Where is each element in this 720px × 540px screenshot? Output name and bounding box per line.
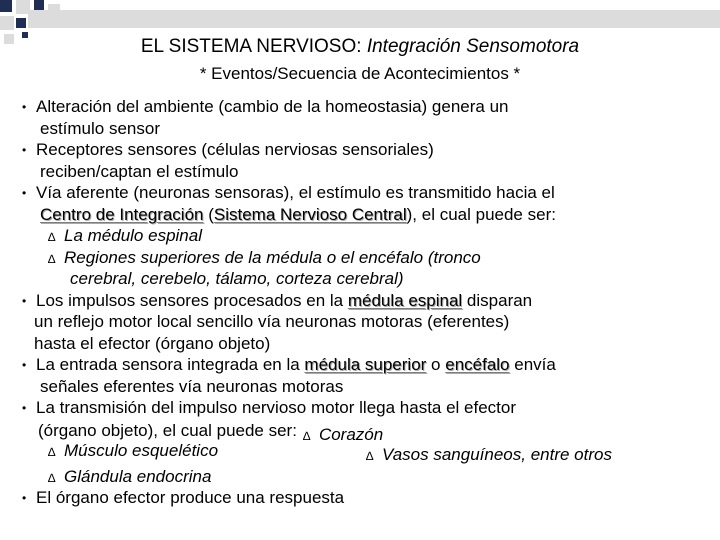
efector-option: ∆ Vasos sanguíneos, entre otros (366, 444, 612, 468)
highlight-snc: Sistema Nervioso Central (213, 204, 407, 224)
list-item: • La entrada sensora integrada en la médula superior o encéfalo envía (22, 354, 714, 376)
triangle-icon: ∆ (48, 470, 56, 485)
header-bar (28, 10, 720, 28)
efector-option: ∆ Corazón (297, 425, 383, 444)
list-item: • Vía aferente (neuronas sensoras), el estímulo es transmitido hacia el (22, 182, 714, 204)
highlight-centro: Centro de Integración (40, 204, 204, 224)
list-item: • La transmisión del impulso nervioso motor llega hasta el efector (22, 397, 714, 419)
title-plain: EL SISTEMA NERVIOSO: (140, 36, 367, 57)
sub-item: ∆ Músculo esquelético ∆ Vasos sanguíneos, entre otros (22, 440, 714, 462)
bullet-icon: • (22, 143, 27, 157)
bullet-icon: • (22, 401, 27, 415)
page-title (0, 36, 720, 58)
highlight-encefalo: encéfalo (445, 355, 510, 374)
triangle-icon: ∆ (302, 428, 311, 443)
list-item: • El órgano efector produce una respuesta (22, 487, 714, 509)
deco-square (16, 18, 26, 28)
deco-square (0, 16, 14, 30)
list-item: • Receptores sensores (células nerviosas sensoriales) (22, 139, 714, 161)
sub-item: ∆ La médulo espinal (22, 225, 714, 247)
bullet-icon: • (22, 491, 27, 505)
title-italic: Integración Sensomotora (366, 36, 580, 57)
triangle-icon: ∆ (48, 251, 56, 266)
bullet-list: • Alteración del ambiente (cambio de la homeostasia) genera un estímulo sensor • Receptores sensores (células nerviosas sensoriales) reciben/captan el estímulo • Vía aferente (neuronas sensoras), el estímulo es transmitido hacia el Centro de Integración (Sistema Nervioso Central), el cual puede ser: ∆ La médulo espinal ∆ Regiones superiores de la médula o el encéfalo (tronco cerebral, cerebelo, tálamo, corteza cerebral) • Los impulsos sensores procesados en la médula espinal disparan un reflejo motor local sencillo vía neuronas motoras (eferentes) hasta el efector (órgano objeto) • La entrada sensora integrada en la médula superior o encéfalo envía señales eferentes vía neuronas motoras • La transmisión del impulso nervioso motor llega hasta el efector (órgano objeto), el cual puede ser: ∆ Corazón ∆ Músculo esquelético ∆ Vasos sanguíneos, entre otros ∆ Glándula endocrina • El órgano efector produce una respuesta (22, 96, 714, 505)
sub-item: ∆ Glándula endocrina (22, 466, 714, 488)
list-item: • Alteración del ambiente (cambio de la homeostasia) genera un (22, 96, 714, 118)
sub-item: ∆ Regiones superiores de la médula o el encéfalo (tronco (22, 247, 714, 269)
list-item: • Los impulsos sensores procesados en la médula espinal disparan (22, 290, 714, 312)
highlight-medula-espinal: médula espinal (347, 290, 463, 310)
deco-square (34, 0, 44, 10)
bullet-icon: • (22, 293, 27, 308)
triangle-icon: ∆ (48, 445, 56, 459)
deco-square (0, 0, 12, 12)
bullet-icon: • (22, 358, 27, 372)
bullet-icon: • (22, 100, 27, 114)
highlight-medula-superior: médula superior (304, 355, 427, 374)
triangle-icon: ∆ (48, 230, 56, 244)
triangle-icon: ∆ (366, 449, 374, 463)
bullet-icon: • (22, 186, 27, 200)
page-subtitle: * Eventos/Secuencia de Acontecimientos * (199, 64, 521, 83)
